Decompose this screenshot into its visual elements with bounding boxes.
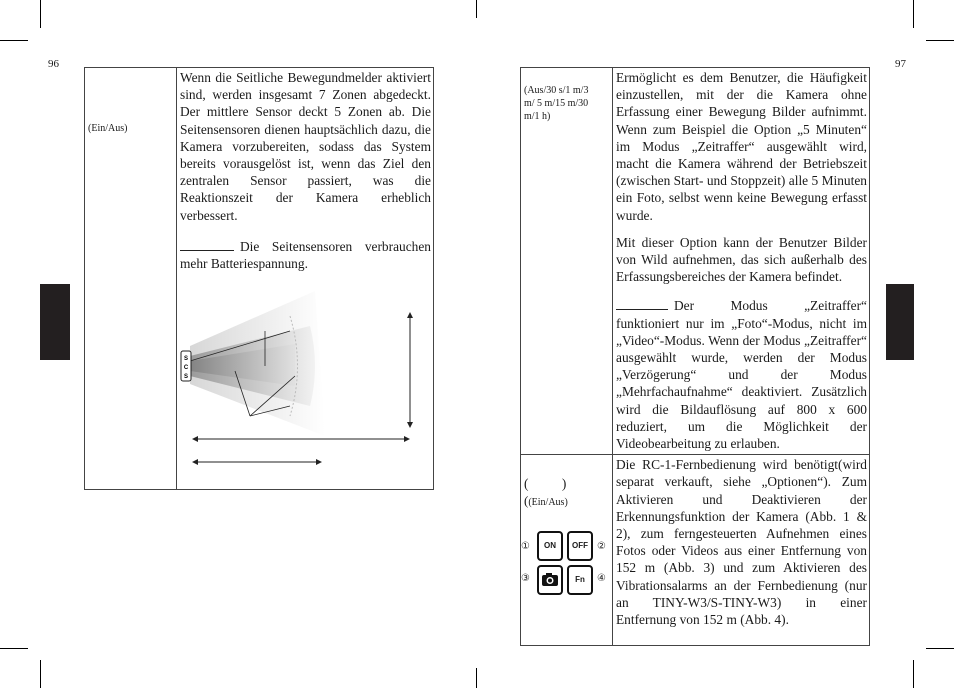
description-paragraph: Ermöglicht es dem Benutzer, die Häufigkeit einzustellen, mit der die Kamera ohne Erfassung einer Bewegung Bilder aufnimmt. Wenn zum Beispiel die Option „5 Minuten“ im Modus „Zeitraffer“ ausgewählt wird, macht die Kamera während der Betriebszeit (zwischen Start- und Stoppzeit) alle 5 Minuten ein Foto, selbst wenn keine Bewegung erfasst wurde.: [616, 70, 867, 223]
crop-mark: [926, 40, 954, 41]
description-paragraph: Die RC-1-Fernbedienung wird benötigt(wird separat verkauft, siehe „Optionen“). Zum Aktivieren und Deaktivieren der Erkennungsfunktion der Kamera (Abb. 1 & 2), zum ferngesteuerten Aufnehmen eines Fotos oder Videos aus einer Entfernung von 152 m (Abb. 3) und zum Aktivieren des Vibrationsalarms an der Fernbedienung (nur an TINY-W3/S-TINY-W3) in einer Entfernung von 152 m (Abb. 4).: [616, 457, 867, 628]
table-row: [521, 455, 870, 646]
page-number-left: 96: [48, 58, 59, 70]
settings-table-right: [520, 67, 870, 646]
fn-button-icon: Fn: [567, 565, 593, 595]
off-button-icon: OFF: [567, 531, 593, 561]
range-arrow-short: [192, 459, 322, 465]
option-cell: [521, 455, 613, 646]
section-tab-left: [40, 284, 70, 360]
callout-number: ④: [597, 573, 606, 585]
note-paragraph: Die Seitensensoren verbrauchen mehr Batteriespannung.: [180, 238, 431, 272]
option-values: (Aus/30 s/1 m/3 m/ 5 m/15 m/30 m/1 h): [524, 85, 589, 122]
table-row: [521, 68, 870, 455]
section-tab-right: [886, 284, 914, 360]
crop-mark: [476, 0, 477, 18]
sensor-coverage-diagram: [180, 286, 435, 471]
range-arrow-long: [192, 436, 410, 442]
sensor-label-c: C: [183, 365, 189, 371]
on-button-icon: ON: [537, 531, 563, 561]
description-cell: [613, 455, 870, 646]
note-label-blank: [616, 299, 668, 310]
crop-mark: [913, 660, 914, 688]
crop-mark: [40, 0, 41, 28]
note-label-blank: [180, 240, 234, 251]
sensor-label-s2: S: [183, 374, 189, 380]
camera-icon: [537, 565, 563, 595]
callout-number: ②: [597, 541, 606, 553]
crop-mark: [476, 668, 477, 688]
note-paragraph: Der Modus „Zeitraffer“ funktioniert nur im „Foto“-Modus, nicht im „Video“-Modus. Wenn der Modus „Zeitraffer“ ausgewählt wurde, werden der Modus „Verzögerung“ und der Modus „Mehrfachaufnahme“ deaktiviert. Zusätzlich wird die Bildauflösung auf 800 x 600 reduziert, um die Möglichkeit der Videobearbeitung zu erlauben.: [616, 298, 867, 452]
option-values: (Ein/Aus): [88, 123, 128, 134]
crop-mark: [926, 648, 954, 649]
remote-buttons: [521, 529, 612, 599]
description-paragraph: Mit dieser Option kann der Benutzer Bilder von Wild aufnehmen, das sich außerhalb des Erfassungsbereiches der Kamera befindet.: [616, 234, 867, 285]
description-cell: [613, 68, 870, 455]
crop-mark: [913, 0, 914, 28]
crop-mark: [40, 660, 41, 688]
option-values: ((Ein/Aus): [524, 493, 568, 509]
callout-number: ①: [521, 541, 530, 553]
option-cell: [521, 68, 613, 455]
settings-table-left: [84, 67, 434, 490]
page-number-right: 97: [895, 58, 906, 70]
sensor-label-s1: S: [183, 356, 189, 362]
option-label-paren: ( ): [524, 476, 567, 492]
callout-number: ③: [521, 573, 530, 585]
option-cell: [85, 68, 177, 490]
crop-mark: [0, 40, 28, 41]
description-cell: [177, 68, 434, 490]
range-arrow-vertical: [407, 312, 413, 428]
crop-mark: [0, 648, 28, 649]
description-paragraph: Wenn die Seitliche Bewegundmelder aktiviert sind, werden insgesamt 7 Zonen abgedeckt. Der mittlere Sensor deckt 5 Zonen ab. Die Seitensensoren dienen hauptsächlich dazu, die Kamera vorzubereiten, sodass das System bereits vorausgelöst ist, wenn das Ziel den zentralen Sensor passiert, was die Reaktionszeit der Kamera erheblich verbessert.: [180, 70, 431, 223]
table-row: [85, 68, 434, 490]
